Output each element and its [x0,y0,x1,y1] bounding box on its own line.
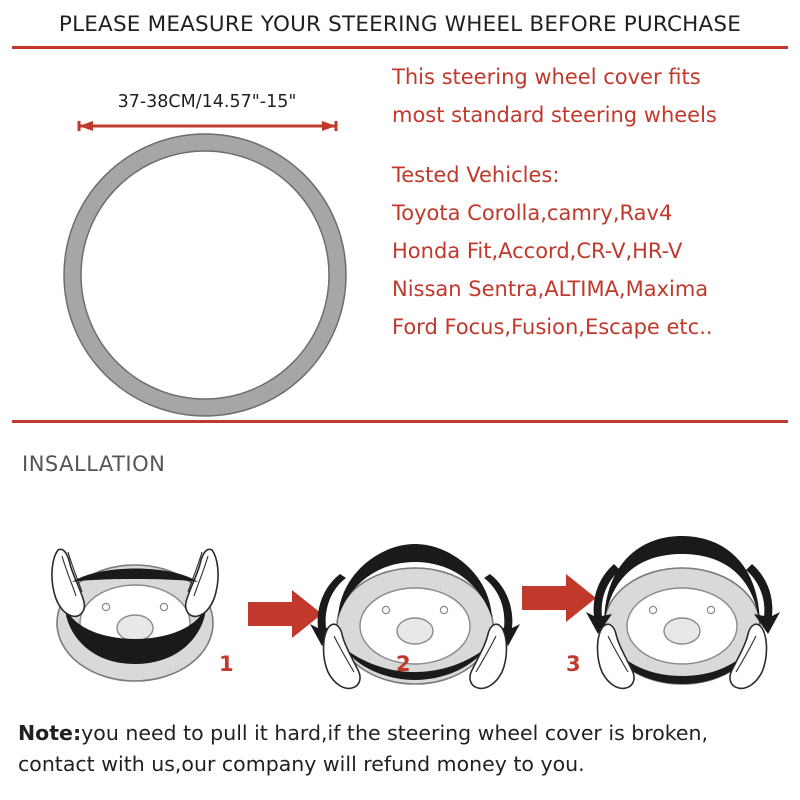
arrow-right-icon-1 [248,590,322,638]
fitment-line-2: most standard steering wheels [392,103,717,127]
install-step-2-graphic [310,544,520,688]
vehicle-item: Honda Fit,Accord,CR-V,HR-V [392,239,683,263]
tested-vehicles-heading: Tested Vehicles: [392,163,560,187]
measurement-diagram [20,60,380,410]
divider-top [12,46,788,49]
arrow-right-icon-2 [522,574,596,622]
step-number: 1 [219,652,234,676]
fitment-text-block [392,58,792,346]
step-number: 3 [566,652,581,676]
installation-title: INSALLATION [22,452,166,476]
divider-middle [12,420,788,423]
vehicle-item: Toyota Corolla,camry,Rav4 [392,201,673,225]
install-step-3-graphic [586,536,780,688]
steering-wheel-ring-icon [55,125,355,425]
install-step-1-graphic [52,549,218,681]
vehicle-item: Ford Focus,Fusion,Escape etc.. [392,315,713,339]
vehicle-item: Nissan Sentra,ALTIMA,Maxima [392,277,709,301]
step-number: 2 [396,652,411,676]
fitment-line-1: This steering wheel cover fits [392,65,701,89]
note-block [18,718,788,780]
dimension-label: 37-38CM/14.57"-15" [117,92,297,112]
page-title: PLEASE MEASURE YOUR STEERING WHEEL BEFORE PURCHASE [58,12,742,37]
note-label: Note: [18,721,82,745]
note-text: you need to pull it hard,if the steering wheel cover is broken, contact with us,our company will refund money to you. [18,721,709,776]
